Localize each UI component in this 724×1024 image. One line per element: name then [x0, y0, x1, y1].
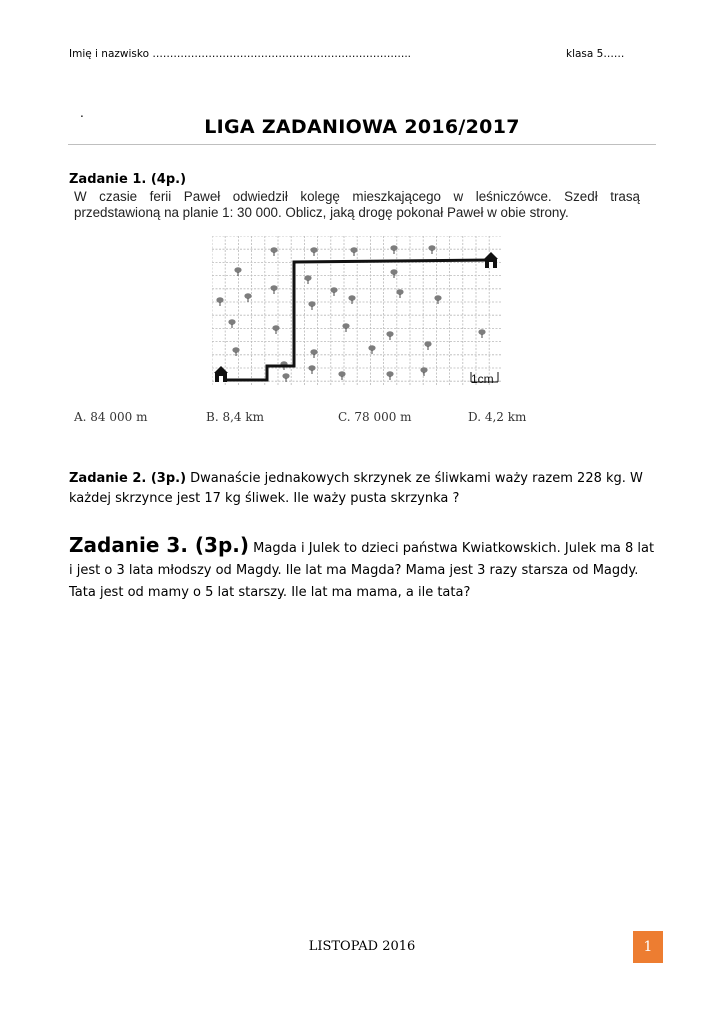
- tree-icon: [386, 371, 393, 380]
- task3-text: Magda i Julek to dzieci państwa Kwiatkowskich. Julek ma 8 lat i jest o 3 lata młodszy od Magdy. Ile lat ma Magda? Mama jest 3 razy starsza od Magdy. Tata jest od mamy o 5 lat starszy. Ile lat ma mama, a ile tata?: [69, 541, 655, 600]
- tree-icon: [390, 245, 397, 254]
- tree-icon: [386, 331, 393, 340]
- tree-icon: [350, 247, 357, 256]
- tree-icon: [478, 329, 485, 338]
- trees: [216, 245, 485, 382]
- name-field-label: Imię i nazwisko ………………………………………………………………..: [69, 48, 412, 60]
- answer-c: C. 78 000 m: [338, 410, 412, 424]
- answer-b: B. 8,4 km: [206, 410, 264, 424]
- page-number: 1: [633, 931, 663, 963]
- tree-icon: [304, 275, 311, 284]
- answer-a: A. 84 000 m: [74, 410, 148, 424]
- page-title: LIGA ZADANIOWA 2016/2017: [204, 116, 520, 138]
- footer-month: LISTOPAD 2016: [308, 939, 416, 954]
- answer-d: D. 4,2 km: [468, 410, 527, 424]
- task2: [69, 469, 659, 509]
- map-grid: [212, 236, 502, 386]
- tree-icon: [270, 285, 277, 294]
- task1-text: W czasie ferii Paweł odwiedził kolegę mieszkającego w leśniczówce. Szedł trasą przedstawioną na planie 1: 30 000. Oblicz, jaką drogę pokonał Paweł w obie strony.: [74, 189, 640, 220]
- scale-bar: [471, 372, 498, 386]
- tree-icon: [310, 247, 317, 256]
- tree-icon: [424, 341, 431, 350]
- tree-icon: [272, 325, 279, 334]
- tree-icon: [228, 319, 235, 328]
- scale-label: 1cm: [471, 372, 494, 386]
- stray-dot: .: [80, 106, 84, 120]
- tree-icon: [342, 323, 349, 332]
- tree-icon: [308, 301, 315, 310]
- route-map: [212, 236, 502, 386]
- task3: [69, 534, 659, 604]
- tree-icon: [390, 269, 397, 278]
- task2-text: Dwanaście jednakowych skrzynek ze śliwkami waży razem 228 kg. W każdej skrzynce jest 17 kg śliwek. Ile waży pusta skrzynka ?: [69, 471, 643, 506]
- title-divider: [68, 144, 656, 145]
- tree-icon: [338, 371, 345, 380]
- tree-icon: [396, 289, 403, 298]
- tree-icon: [348, 295, 355, 304]
- class-field-label: klasa 5……: [566, 48, 625, 60]
- task3-heading: Zadanie 3. (3p.): [69, 533, 250, 557]
- tree-icon: [434, 295, 441, 304]
- tree-icon: [244, 293, 251, 302]
- tree-icon: [330, 287, 337, 296]
- task2-heading: Zadanie 2. (3p.): [69, 471, 187, 486]
- tree-icon: [310, 349, 317, 358]
- tree-icon: [368, 345, 375, 354]
- task1-heading: Zadanie 1. (4p.): [69, 172, 187, 187]
- tree-icon: [420, 367, 427, 376]
- tree-icon: [428, 245, 435, 254]
- house-forester-icon: [484, 252, 498, 268]
- tree-icon: [234, 267, 241, 276]
- route-line: [220, 260, 492, 380]
- tree-icon: [308, 365, 315, 374]
- tree-icon: [270, 247, 277, 256]
- tree-icon: [282, 373, 289, 382]
- tree-icon: [216, 297, 223, 306]
